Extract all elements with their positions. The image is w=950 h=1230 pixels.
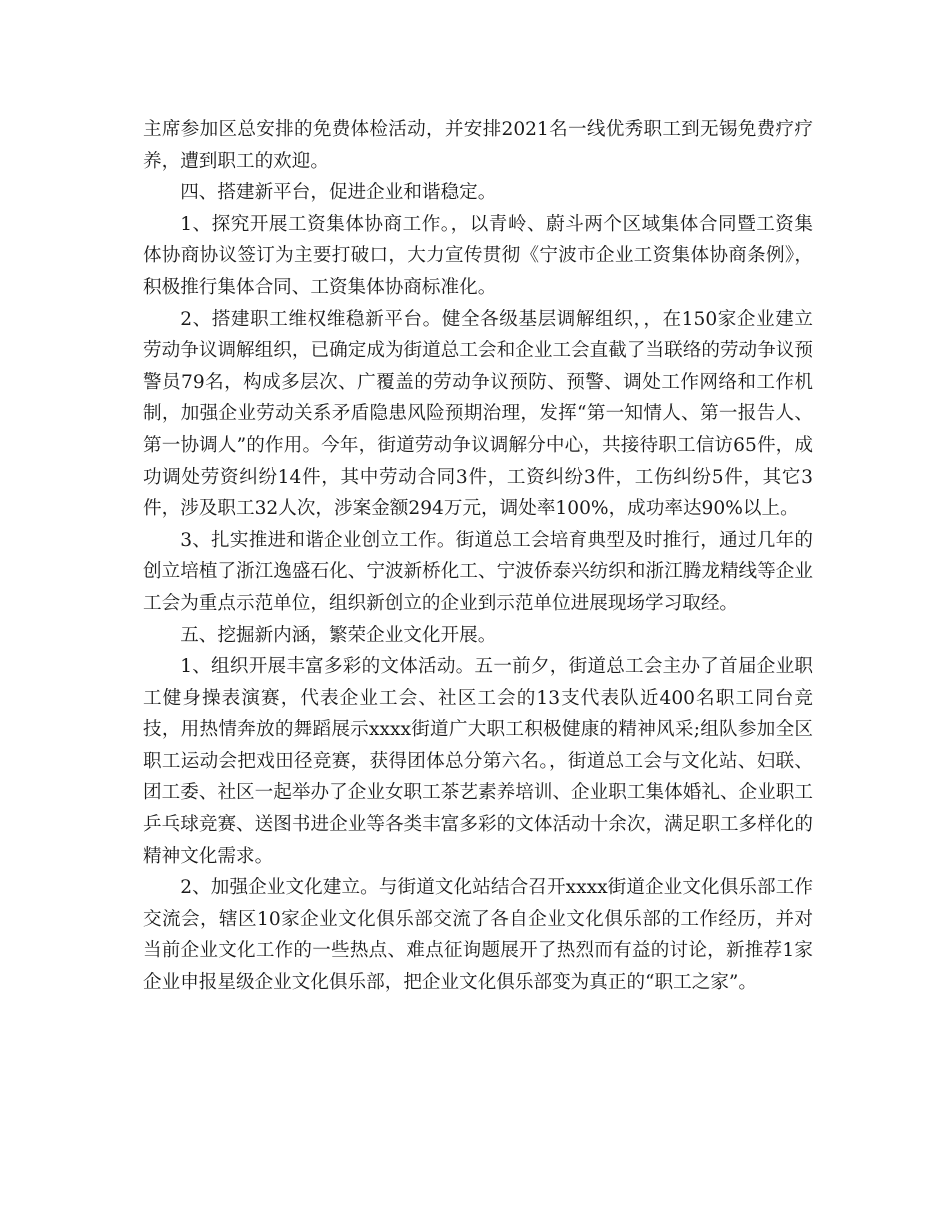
paragraph-cultural-activities: 1、组织开展丰富多彩的文体活动。五一前夕，街道总工会主办了首届企业职工健身操表演赛，代表企业工会、社区工会的13支代表队近400名职工同台竞技，用热情奔放的舞蹈展示xxxx街道广大职工积极健康的精神风采;组队参加全区职工运动会把戏田径竞赛，获得团体总分第六名。，街道总工会与文化站、妇联、团工委、社区一起举办了企业女职工茶艺素养培训、企业职工集体婚礼、企业职工乒乓球竞赛、送图书进企业等各类丰富多彩的文体活动十余次，满足职工多样化的精神文化需求。 <box>143 656 813 867</box>
paragraph-rights-platform: 2、搭建职工维权维稳新平台。健全各级基层调解组织，，在150家企业建立劳动争议调解组织，已确定成为街道总工会和企业工会直截了当联络的劳动争议预警员79名，构成多层次、广覆盖的劳动争议预防、预警、调处工作网络和工作机制，加强企业劳动关系矛盾隐患风险预期治理，发挥“第一知情人、第一报告人、第一协调人”的作用。今年，街道劳动争议调解分中心，共接待职工信访65件，成功调处劳资纠纷14件，其中劳动合同3件，工资纠纷3件，工伤纠纷5件，其它3件，涉及职工32人次，涉案金额294万元，调处率100%，成功率达90%以上。 <box>143 308 813 520</box>
section-heading-five: 五、挖掘新内涵，繁荣企业文化开展。 <box>180 624 497 646</box>
document-body <box>143 114 813 999</box>
section-heading-four: 四、搭建新平台，促进企业和谐稳定。 <box>180 182 497 204</box>
paragraph-harmonious-enterprise: 3、扎实推进和谐企业创立工作。街道总工会培育典型及时推行，通过几年的创立培植了浙江逸盛石化、宁波新桥化工、宁波侨泰兴纺织和浙江腾龙精线等企业工会为重点示范单位，组织新创立的企业到示范单位进展现场学习取经。 <box>143 529 813 614</box>
paragraph-wage-negotiation: 1、探究开展工资集体协商工作。，以青岭、蔚斗两个区域集体合同暨工资集体协商协议签订为主要打破口，大力宣传贯彻《宁波市企业工资集体协商条例》，积极推行集体合同、工资集体协商标准化。 <box>143 213 813 298</box>
paragraph-continuation: 主席参加区总安排的免费体检活动，并安排2021名一线优秀职工到无锡免费疗疗养，遭到职工的欢迎。 <box>143 119 813 172</box>
paragraph-corporate-culture: 2、加强企业文化建立。与街道文化站结合召开xxxx街道企业文化俱乐部工作交流会，辖区10家企业文化俱乐部交流了各自企业文化俱乐部的工作经历，并对当前企业文化工作的一些热点、难点征询题展开了热烈而有益的讨论，新推荐1家企业申报星级企业文化俱乐部，把企业文化俱乐部变为真正的“职工之家”。 <box>143 877 813 994</box>
